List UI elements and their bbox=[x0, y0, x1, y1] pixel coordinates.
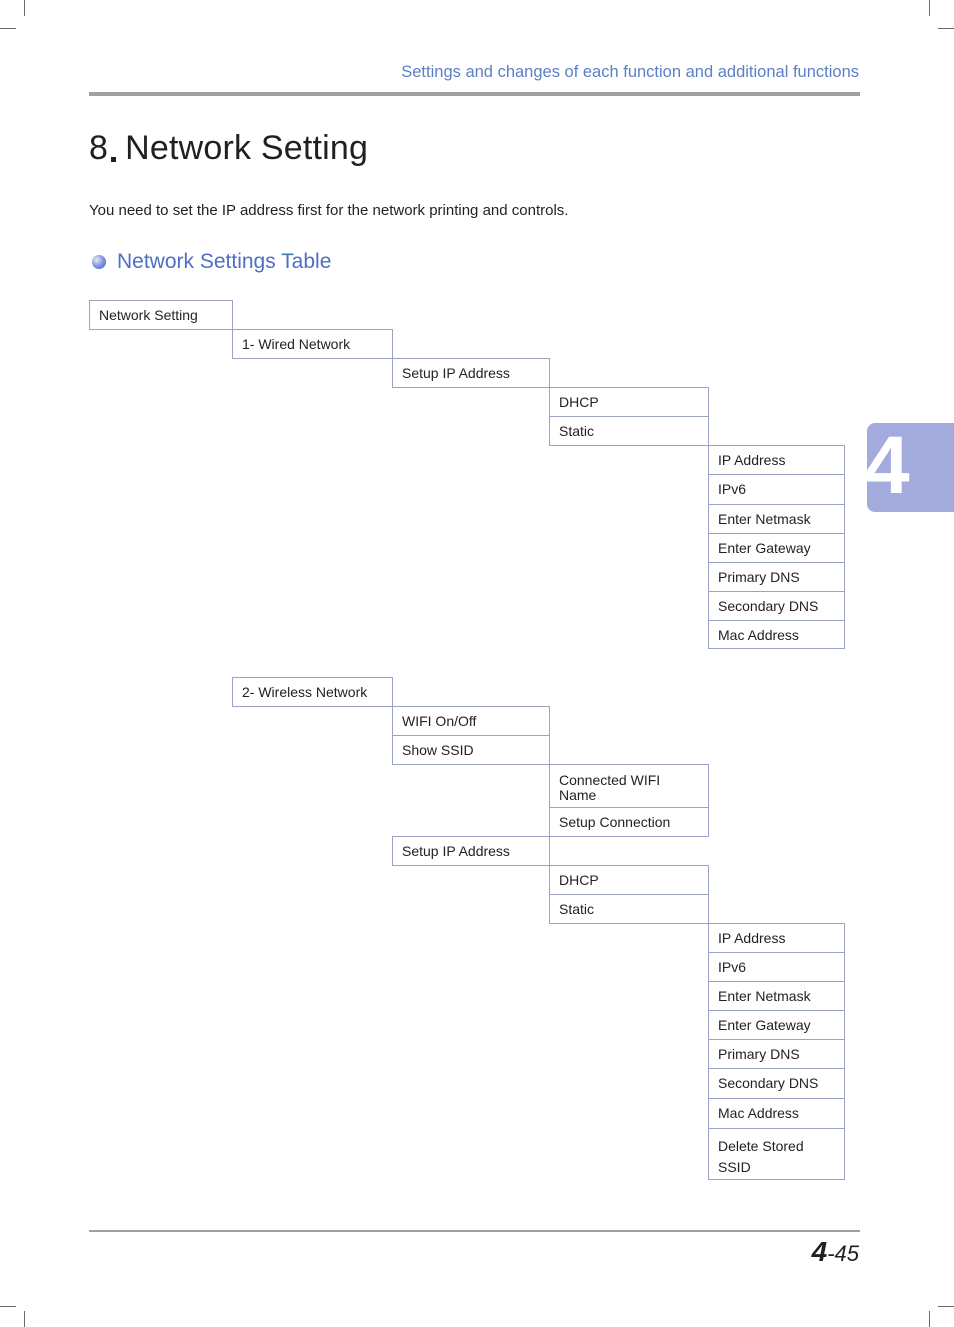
running-header: Settings and changes of each function and additional functions bbox=[401, 63, 859, 81]
table-cell-show-ssid: Show SSID bbox=[392, 735, 550, 765]
bullet-sphere-icon bbox=[92, 255, 106, 269]
table-cell-wired-dhcp: DHCP bbox=[549, 387, 709, 417]
crop-mark bbox=[0, 28, 16, 29]
table-cell-wireless-secondary-dns: Secondary DNS bbox=[708, 1068, 845, 1099]
crop-mark bbox=[929, 1311, 930, 1327]
crop-mark bbox=[938, 1306, 954, 1307]
page-title bbox=[89, 129, 368, 168]
table-cell-wireless-setup-ip: Setup IP Address bbox=[392, 836, 550, 866]
table-cell-wireless-ipv6: IPv6 bbox=[708, 952, 845, 982]
table-cell-wireless-primary-dns: Primary DNS bbox=[708, 1039, 845, 1069]
chapter-tab bbox=[864, 420, 954, 512]
page-number bbox=[812, 1236, 859, 1268]
title-dot bbox=[111, 157, 116, 162]
page-separator: - bbox=[827, 1241, 835, 1266]
table-cell-wired-mac-address: Mac Address bbox=[708, 620, 845, 649]
table-cell-wifi-onoff: WIFI On/Off bbox=[392, 706, 550, 736]
crop-mark bbox=[24, 1311, 25, 1327]
table-cell-wireless-network: 2- Wireless Network bbox=[232, 677, 393, 707]
section-title: Network Settings Table bbox=[117, 250, 332, 273]
table-cell-wired-netmask: Enter Netmask bbox=[708, 504, 845, 534]
table-cell-wired-static: Static bbox=[549, 416, 709, 446]
table-cell-wireless-static: Static bbox=[549, 894, 709, 924]
table-cell-root: Network Setting bbox=[89, 300, 233, 330]
chapter-tab-number: 4 bbox=[864, 420, 910, 511]
table-cell-wired-setup-ip: Setup IP Address bbox=[392, 358, 550, 388]
section-heading bbox=[92, 250, 331, 274]
table-cell-wireless-mac-address: Mac Address bbox=[708, 1098, 845, 1129]
table-cell-setup-connection: Setup Connection bbox=[549, 807, 709, 837]
page-number-value: 45 bbox=[834, 1241, 859, 1266]
table-cell-connected-wifi-name: Connected WIFI Name bbox=[549, 764, 709, 808]
table-cell-wireless-ip-address: IP Address bbox=[708, 923, 845, 953]
title-text: Network Setting bbox=[125, 129, 369, 167]
page-chapter: 4 bbox=[811, 1236, 828, 1267]
crop-mark bbox=[24, 0, 25, 16]
table-cell-wireless-netmask: Enter Netmask bbox=[708, 981, 845, 1011]
table-cell-wireless-dhcp: DHCP bbox=[549, 865, 709, 895]
table-cell-wired-primary-dns: Primary DNS bbox=[708, 562, 845, 592]
table-cell-wired-gateway: Enter Gateway bbox=[708, 533, 845, 563]
header-rule bbox=[89, 92, 860, 96]
table-cell-wired-ipv6: IPv6 bbox=[708, 474, 845, 505]
table-cell-wired-secondary-dns: Secondary DNS bbox=[708, 591, 845, 621]
title-number: 8 bbox=[89, 129, 109, 167]
table-cell-wireless-gateway: Enter Gateway bbox=[708, 1010, 845, 1040]
crop-mark bbox=[0, 1306, 16, 1307]
crop-mark bbox=[938, 28, 954, 29]
table-cell-wired-ip-address: IP Address bbox=[708, 445, 845, 475]
crop-mark bbox=[929, 0, 930, 16]
intro-text: You need to set the IP address first for the network printing and controls. bbox=[89, 202, 569, 219]
table-cell-wired-network: 1- Wired Network bbox=[232, 329, 393, 359]
table-cell-delete-stored-ssid: Delete Stored SSID bbox=[708, 1128, 845, 1180]
footer-rule bbox=[89, 1230, 860, 1232]
